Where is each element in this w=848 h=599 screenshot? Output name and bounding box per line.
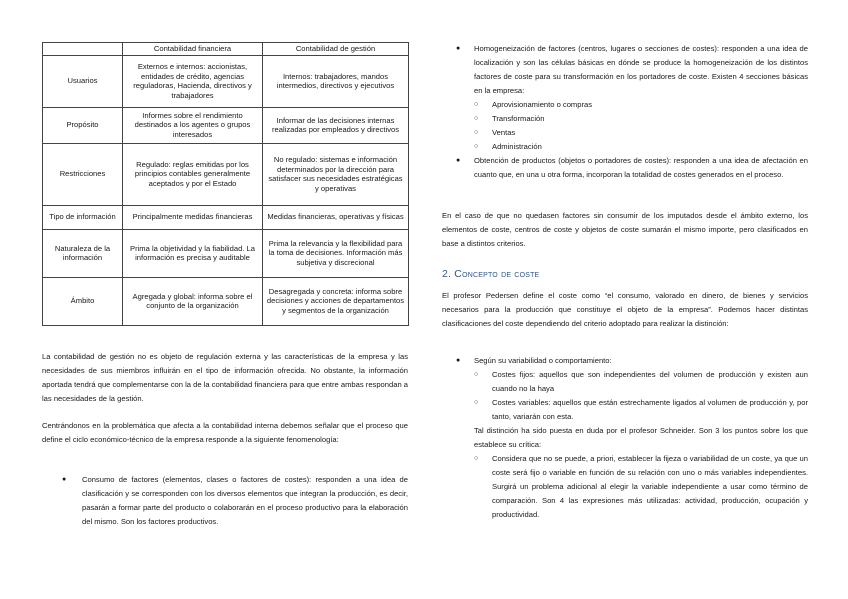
- section-heading: [442, 268, 539, 280]
- list-item: [62, 473, 408, 529]
- bullet-icon: ●: [456, 45, 461, 52]
- cell-financiera: Agregada y global: informa sobre el conjunto de la organización: [123, 277, 263, 325]
- cell-gestion: Medidas financieras, operativas y físicas: [263, 205, 409, 229]
- list-item: [474, 368, 808, 396]
- row-label: Restricciones: [43, 143, 123, 205]
- schneider-note: Tal distinción ha sido puesta en duda por el profesor Schneider. Son 3 los puntos sobre los que establece su crítica:: [474, 426, 808, 449]
- bullet-text-variabilidad: Según su variabilidad o comportamiento:: [474, 356, 612, 365]
- table-header-gestion: Contabilidad de gestión: [263, 43, 409, 56]
- section-item: Aprovisionamiento o compras: [492, 100, 593, 109]
- cell-gestion: Internos: trabajadores, mandos intermedios, directivos y ejecutivos: [263, 55, 409, 107]
- cell-gestion: Informar de las decisiones internas realizadas por empleados y directivos: [263, 107, 409, 143]
- table-header-row: [43, 43, 409, 56]
- bullet-text-homogeneizacion: Homogeneización de factores (centros, lugares o secciones de costes): responden a una idea de localización y son las células básicas en dónde se produce la homogeneización de los distintos factores de coste para su transformación en los portadores de coste. Existen 4 secciones básicas en la empresa:: [474, 44, 808, 95]
- list-item: [474, 140, 808, 154]
- cell-financiera: Principalmente medidas financieras: [123, 205, 263, 229]
- table-header-financiera: Contabilidad financiera: [123, 43, 263, 56]
- list-item: [474, 126, 808, 140]
- list-item: [456, 42, 808, 154]
- sections-sublist: [474, 98, 808, 154]
- list-item: [474, 112, 808, 126]
- table-row: [43, 55, 409, 107]
- list-item: [456, 354, 808, 522]
- bullet-icon: ●: [456, 157, 461, 164]
- section-number: 2.: [442, 268, 455, 280]
- row-label: Naturaleza de la información: [43, 229, 123, 277]
- list-item: [474, 452, 808, 522]
- table-row: [43, 277, 409, 325]
- paragraph-regulacion: La contabilidad de gestión no es objeto de regulación externa y las características de la empresa y las necesidades de sus miembros influirán en el tipo de información ofrecida. No obstante, la información aportada tendrá que complementarse con la de la contabilidad financiera para que entre ambas respondan a las necesidades de la gestión.: [42, 352, 409, 403]
- cell-financiera: Regulado: reglas emitidas por los principios contables generalmente aceptados y por el Estado: [123, 143, 263, 205]
- circle-bullet-icon: ○: [474, 115, 479, 122]
- row-label: Usuarios: [43, 55, 123, 107]
- table-row: [43, 107, 409, 143]
- cell-financiera: Prima la objetividad y la fiabilidad. La información es precisa y auditable: [123, 229, 263, 277]
- cost-types-sublist: [474, 368, 808, 424]
- circle-bullet-icon: ○: [474, 101, 479, 108]
- circle-bullet-icon: ○: [474, 129, 479, 136]
- circle-bullet-icon: ○: [474, 455, 479, 462]
- critique-item: Considera que no se puede, a priori, establecer la fijeza o variabilidad de un coste, ya que un coste será fijo o variable en función de su relación con uno o más variables independientes. Surgirá un problema adicional al elegir la variable independiente a usar como término de comparación. Son 4 las expresiones más utilizadas: actividad, producción, ocupación y productividad.: [492, 454, 808, 519]
- circle-bullet-icon: ○: [474, 371, 479, 378]
- section-item: Administración: [492, 142, 542, 151]
- list-item: [474, 98, 808, 112]
- bullet-text-obtencion: Obtención de productos (objetos o portadores de costes): responden a una idea de afectación en cuanto que, en una u otra forma, incorporan la totalidad de costes generados en el proceso.: [474, 156, 808, 179]
- left-bullet-list: [62, 473, 408, 529]
- right-bullet-list-2: [456, 354, 808, 522]
- row-label: Propósito: [43, 107, 123, 143]
- comparison-table: [42, 42, 409, 326]
- bullet-icon: ●: [62, 476, 67, 483]
- bullet-text-consumo: Consumo de factores (elementos, clases o factores de costes): responden a una idea de clasificación y se corresponden con los diversos elementos que integran la producción, es decir, pasarán a formar parte del producto o colaborarán en el proceso productivo para la elaboración del mismo. Son los factores productivos.: [82, 475, 408, 526]
- circle-bullet-icon: ○: [474, 143, 479, 150]
- list-item: [474, 396, 808, 424]
- cell-financiera: Informes sobre el rendimiento destinados a los agentes o grupos interesados: [123, 107, 263, 143]
- section-item: Ventas: [492, 128, 516, 137]
- paragraph-fenomenologia: Centrándonos en la problemática que afecta a la contabilidad interna debemos señalar que el proceso que define el ciclo económico-técnico de la empresa responde a la siguiente fenomenología:: [42, 421, 408, 444]
- critique-sublist: [474, 452, 808, 522]
- list-item: [456, 154, 808, 182]
- row-label: Tipo de información: [43, 205, 123, 229]
- table-row: [43, 143, 409, 205]
- cell-financiera: Externos e internos: accionistas, entidades de crédito, agencias reguladoras, Hacienda, directivos y trabajadores: [123, 55, 263, 107]
- section-item: Transformación: [492, 114, 545, 123]
- table-row: [43, 205, 409, 229]
- row-label: Ámbito: [43, 277, 123, 325]
- cell-gestion: No regulado: sistemas e información determinados por la dirección para satisfacer sus necesidades estratégicas y operativas: [263, 143, 409, 205]
- paragraph-importe: En el caso de que no quedasen factores sin consumir de los imputados desde el ámbito externo, los elementos de coste, centros de coste y objetos de coste sumarán el mismo importe, pero clasificados en base a distintos criterios.: [442, 211, 808, 248]
- right-bullet-list-1: [456, 42, 808, 182]
- cost-type-item: Costes fijos: aquellos que son independientes del volumen de producción y existen aun cuando no la haya: [492, 370, 808, 393]
- circle-bullet-icon: ○: [474, 399, 479, 406]
- bullet-icon: ●: [456, 357, 461, 364]
- section-title: Concepto de coste: [454, 268, 540, 280]
- cost-type-item: Costes variables: aquellos que están estrechamente ligados al volumen de producción y, por tanto, variarán con esta.: [492, 398, 808, 421]
- paragraph-pedersen: El profesor Pedersen define el coste como “el consumo, valorado en dinero, de bienes y servicios necesarios para la producción que constituye el objeto de la empresa”. Podemos hacer distintas clasificaciones del coste dependiendo del criterio adoptado para realizar la distinción:: [442, 291, 808, 328]
- table-header-empty: [43, 43, 123, 56]
- cell-gestion: Desagregada y concreta: informa sobre decisiones y acciones de departamentos y segmentos de la organización: [263, 277, 409, 325]
- cell-gestion: Prima la relevancia y la flexibilidad para la toma de decisiones. Información más subjetiva y discrecional: [263, 229, 409, 277]
- table-row: [43, 229, 409, 277]
